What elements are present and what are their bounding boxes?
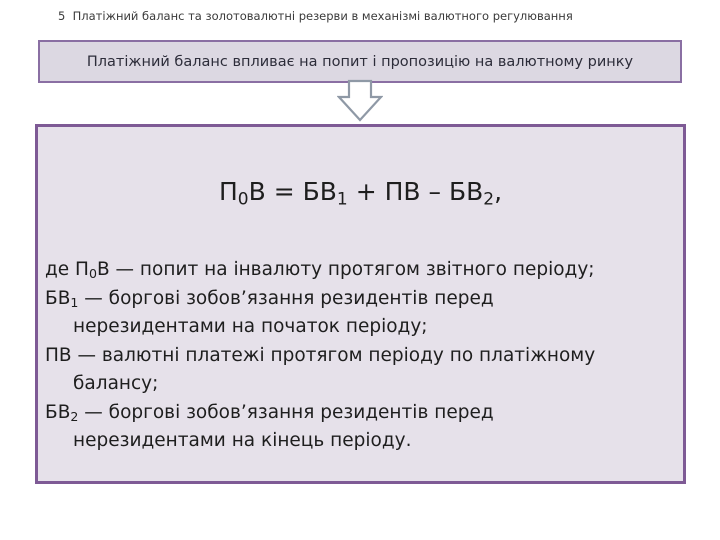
slide-header [58, 9, 573, 23]
banner-box [38, 40, 682, 83]
banner-text: Платіжний баланс впливає на попит і пропозицію на валютному ринку [86, 53, 634, 70]
formula: $П_0В = БВ_1$ + ПВ – $БВ_2$, [218, 177, 503, 210]
slide-number: 5 [58, 9, 66, 23]
definition-item: $БВ_1$ — боргові зобов’язання резидентів перед нерезидентами на початок періоду; [45, 287, 494, 337]
content-box [35, 124, 686, 484]
definitions-list [45, 256, 675, 456]
down-arrow-icon [337, 79, 383, 123]
definition-item: $БВ_2$ — боргові зобов’язання резидентів перед нерезидентами на кінець періоду. [45, 401, 494, 451]
slide-title: Платіжний баланс та золотовалютні резерви в механізмі валютного регулювання [72, 9, 573, 23]
definition-item: ПВ — валютні платежі протягом періоду по платіжному балансу; [45, 344, 596, 394]
definition-item: де $П_0В$ — попит на інвалюту протягом звітного періоду; [45, 259, 595, 282]
